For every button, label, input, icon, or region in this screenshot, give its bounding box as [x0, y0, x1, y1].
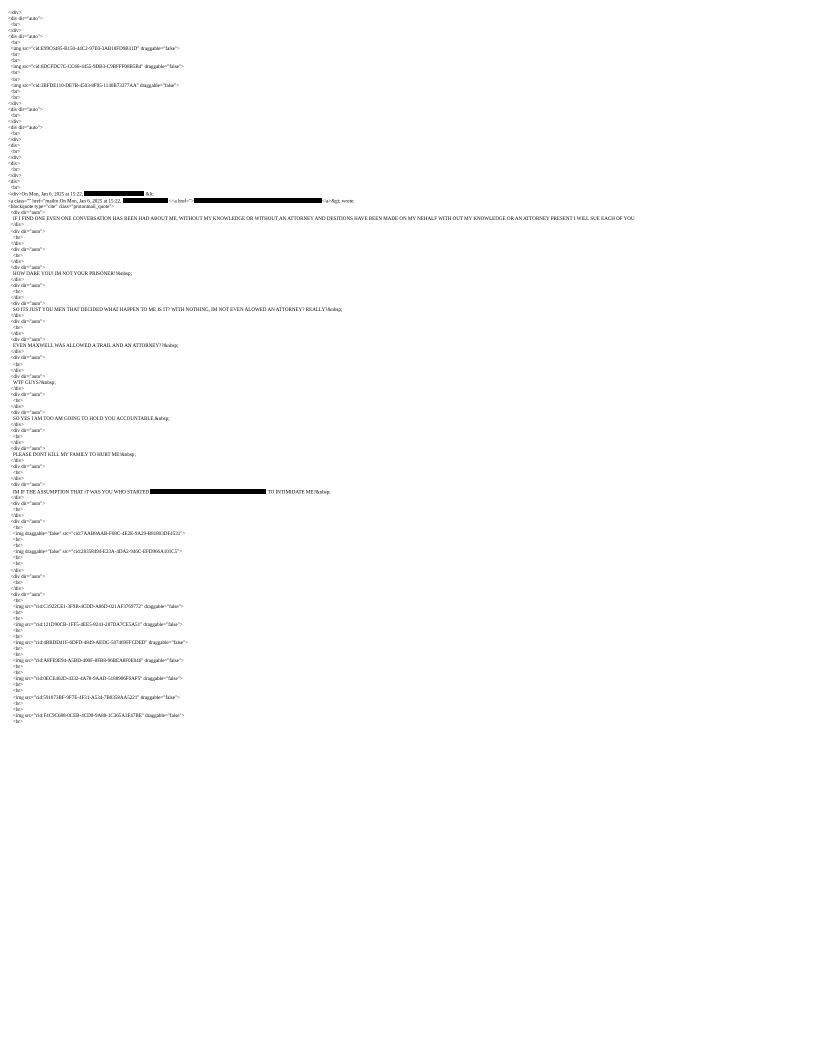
- line-text: </div>: [8, 367, 25, 374]
- line-text: </div>: [8, 403, 25, 410]
- line-text: PLEASE DONT KILL MY FAMILY TO HURT ME!&nbsp;: [8, 452, 136, 459]
- line-text: <br>: [8, 288, 23, 295]
- line-text: </div>: [8, 349, 25, 356]
- line-text: <br>: [8, 58, 21, 65]
- line-text: <br>: [8, 646, 23, 653]
- line-text: <br>: [8, 634, 23, 641]
- line-text: </div>On Mon, Jan 6, 2025 at 15:22,: [8, 191, 85, 198]
- line-text: <br>: [8, 507, 23, 514]
- line-text: <div dir="auto">: [8, 264, 46, 271]
- line-text: <div dir="auto">: [8, 282, 46, 289]
- line-text: </div>: [8, 100, 22, 107]
- line-text: <br>: [8, 325, 23, 332]
- line-text: <img draggable="false" src="cid:28358494-E23A-4DA2-946C-EFD966A101C5">: [8, 549, 183, 556]
- line-text: <img src="cid:591873BF-9F7E-4F31-A534-7B8358AA5221" draggable="false">: [8, 694, 180, 701]
- line-text: <br>: [8, 88, 21, 95]
- line-text: <div dir="auto">: [8, 391, 46, 398]
- line-text: <br>: [8, 597, 23, 604]
- line-text: <br>: [8, 525, 23, 532]
- line-text: <br>: [8, 70, 21, 77]
- line-text: </a>&gt; wrote:: [321, 198, 355, 205]
- line-text: <div dir="auto">: [8, 501, 46, 508]
- line-text: <div dir="auto">: [8, 337, 46, 344]
- line-text: <br>: [8, 682, 23, 689]
- line-text: <br>: [8, 664, 23, 671]
- line-text: <img src="cid:C1922CE1-3F9B-4CDD-A86D-021AF3769772" draggable="false">: [8, 603, 184, 610]
- line-text: SO YES I AM TOO AM GOING TO HOLD YOU ACCOUNTABLE.&nbsp;: [8, 415, 170, 422]
- line-text: </div>: [8, 155, 22, 162]
- line-text: HOW DARE YOU! IM NOT YOUR PRISONER!!&nbsp;: [8, 270, 132, 277]
- line-text: </div>: [8, 458, 25, 465]
- line-text: <br>: [8, 555, 23, 562]
- line-text: <img src="cid:121D90CB-1FF5-4EE5-8241-287DA7CE5A51" draggable="false">: [8, 621, 183, 628]
- line-text: </div>: [8, 258, 25, 265]
- line-text: <div dir="auto">: [8, 210, 46, 217]
- line-text: <br>: [8, 470, 23, 477]
- line-text: </div>: [8, 10, 22, 16]
- line-text: <a class="" href="mailto:On Mon, Jan 6, 2025 at 15:22,: [8, 198, 123, 205]
- line-text: <img draggable="false" src="cid:7AAB8AAB-F08C-4E2E-9A29-B81803DF4531">: [8, 531, 186, 538]
- redaction-bar: [194, 198, 322, 203]
- line-text: <div dir="auto">: [8, 573, 46, 580]
- line-text: <img src="cid:E99C6485-B150-44C2-97E0-3AB18FD9B31D" draggable="false">: [8, 46, 180, 53]
- line-text: <br>: [8, 537, 23, 544]
- line-text: </div>: [8, 136, 22, 143]
- line-text: <br>: [8, 185, 21, 192]
- line-text: IF I FIND ONE EVEN ONE CONVERSATION HAS BEEN HAD ABOUT ME, WITHOUT MY KNOWLEDGE OR WITHOUT AN ATTORNEY AND DESITIONS HAVE BEEN MADE ON MY NEHALF WITH OUT MY KNOWLEDGE OR AN ATTORNEY PRESENT I WILL SUE EACH OF YOU: [8, 216, 635, 223]
- line-text: </div>: [8, 313, 25, 320]
- line-text: <br>: [8, 149, 21, 156]
- line-text: <br>: [8, 700, 23, 707]
- line-text: <img src="cid:3BFDE110-DE7B-4503-8F95-1140B73377AA" draggable="false">: [8, 82, 180, 89]
- line-text: IM IF THE ASSUMPTION THAT iT WAS YOU WHO STARTED: [8, 488, 151, 495]
- line-text: SO ITS JUST YOU MEN THAT DECIDED WHAT HAPPEN TO ME IS IT? WITH NOTHING, IM NOT EVEN ALOWED AN ATTORNEY? REALLY?&nbsp;: [8, 307, 343, 314]
- line-text: <div dir="auto">: [8, 228, 46, 235]
- line-text: <div dir="auto">: [8, 519, 46, 526]
- line-text: </div>: [8, 585, 25, 592]
- line-text: <br>: [8, 94, 21, 101]
- line-text: <br>: [8, 361, 23, 368]
- redaction-bar: [123, 198, 168, 203]
- line-text: <br>: [8, 688, 23, 695]
- line-text: </div>: [8, 567, 25, 574]
- line-text: <div dir="auto">: [8, 446, 46, 453]
- line-text: EVEN MAXWELL WAS ALLOWED A TRAIL AND AN ATTORNEY??&nbsp;: [8, 343, 179, 350]
- line-text: <div dir="auto">: [8, 301, 46, 308]
- line-text: <img src="cid:6DCFDC7C-CC68-4455-9DB3-C9BFFF08B5B4" draggable="false">: [8, 64, 184, 71]
- line-text: <br>: [8, 40, 21, 47]
- line-text: </div>: [8, 513, 25, 520]
- line-text: <br>: [8, 609, 23, 616]
- line-text: <br>: [8, 561, 23, 568]
- line-text: </div>: [8, 494, 25, 501]
- line-text: TO INTIMIDATE ME?&nbsp;: [266, 488, 331, 495]
- line-text: </div>: [8, 440, 25, 447]
- line-text: <br>: [8, 434, 23, 441]
- line-text: <div dir="auto">: [8, 482, 46, 489]
- line-text: <br>: [8, 234, 23, 241]
- line-text: <br>: [8, 52, 21, 59]
- line-text: </div>: [8, 173, 22, 180]
- line-text: </div>: [8, 476, 25, 483]
- line-text: <br>: [8, 112, 21, 119]
- line-text: <br>: [8, 22, 21, 29]
- redaction-bar: [150, 489, 266, 494]
- line-text: <br>: [8, 615, 23, 622]
- line-text: <div dir="auto">: [8, 428, 46, 435]
- line-text: <div dir="auto">: [8, 464, 46, 471]
- line-text: </div>: [8, 118, 22, 125]
- line-text: <br>: [8, 706, 23, 713]
- line-text: </div>: [8, 240, 25, 247]
- email-source-document: [8, 10, 808, 725]
- line-text: <br>: [8, 543, 23, 550]
- line-text: <br>: [8, 252, 23, 259]
- line-text: <div dir="auto">: [8, 34, 43, 41]
- line-text: </div>: [8, 331, 25, 338]
- line-text: <div>: [8, 143, 21, 150]
- line-text: <br>: [8, 167, 21, 174]
- line-text: WTF GUYS?&nbsp;: [8, 379, 56, 386]
- source-line: [8, 719, 808, 725]
- line-text: <div dir="auto">: [8, 246, 46, 253]
- line-text: <br>: [8, 76, 21, 83]
- line-text: <div>: [8, 179, 21, 186]
- line-text: <div dir="auto">: [8, 591, 46, 598]
- redaction-bar: [84, 191, 144, 196]
- line-text: <blockquote type="cite" class="protonmail_quote">: [8, 204, 115, 211]
- line-text: </div>: [8, 385, 25, 392]
- line-text: <img src="cid:F4C9C688-0CEB-4CD0-9A88-1C365A3F47BE" draggable="false">: [8, 712, 185, 719]
- line-text: <br>: [8, 718, 23, 725]
- line-text: &lt;: [144, 191, 154, 198]
- line-text: <br>: [8, 579, 23, 586]
- line-text: <div dir="auto">: [8, 124, 43, 131]
- line-text: </div>: [8, 28, 22, 35]
- line-text: </div>: [8, 222, 25, 229]
- line-text: <br>: [8, 628, 23, 634]
- line-text: <img src="cid:4BBDD41F-6DFD-4849-AEDC-507469FFCDED" draggable="false">: [8, 640, 188, 647]
- line-text: </div>: [8, 295, 25, 302]
- line-text: <div dir="auto">: [8, 16, 43, 23]
- line-text: <div dir="auto">: [8, 106, 43, 113]
- line-text: </div>: [8, 276, 25, 283]
- line-text: <br>: [8, 397, 23, 404]
- line-text: <img src="cid:A8FE9E94-A5BD-400F-8FB8-96BEA8F0E046" draggable="false">: [8, 658, 184, 665]
- line-text: <div dir="auto">: [8, 319, 46, 326]
- line-text: <br>: [8, 670, 23, 677]
- line-text: <br>: [8, 130, 21, 137]
- line-text: <<a href=">: [167, 198, 194, 205]
- line-text: <div dir="auto">: [8, 409, 46, 416]
- line-text: <div dir="auto">: [8, 373, 46, 380]
- line-text: <br>: [8, 652, 23, 659]
- line-text: <img src="cid:0ECE402D-4332-4A78-9AAD-5188906F6AF5" draggable="false">: [8, 676, 183, 683]
- line-text: <div dir="auto">: [8, 355, 46, 362]
- line-text: </div>: [8, 422, 25, 428]
- line-text: <div>: [8, 161, 21, 168]
